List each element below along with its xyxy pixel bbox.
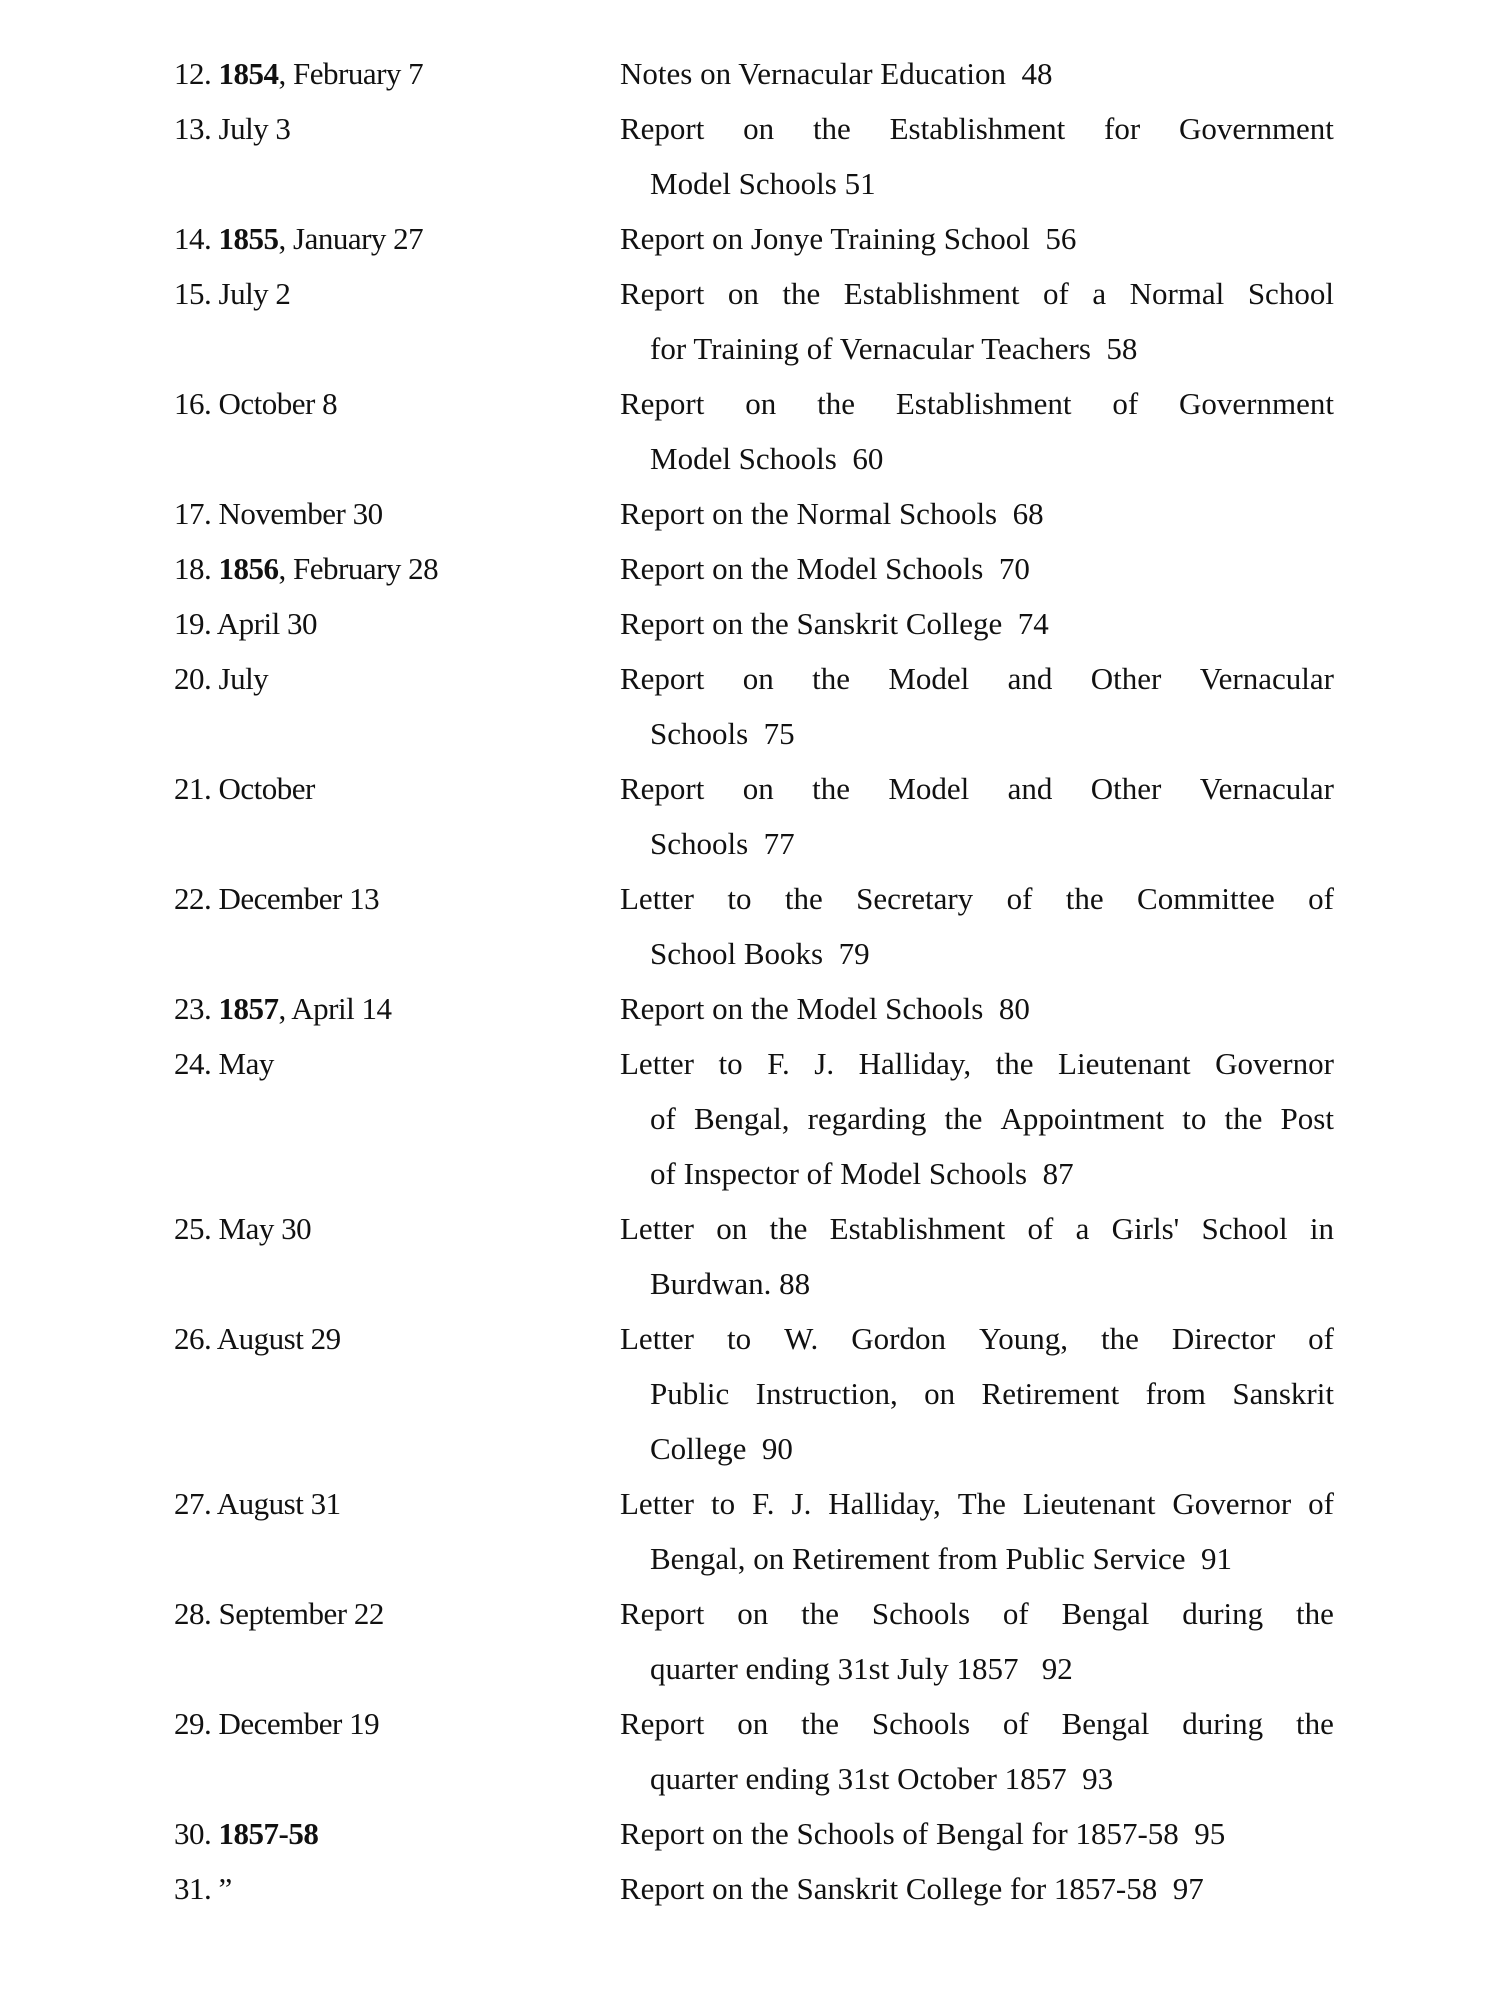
entry-title — [620, 101, 1334, 211]
entry-title-line: Burdwan. 88 — [650, 1266, 811, 1301]
entry-title-line: Bengal, on Retirement from Public Service 91 — [650, 1541, 1232, 1576]
entry-title-line: Letter to the Secretary of the Committee of — [620, 881, 1334, 916]
list-item — [174, 981, 1334, 1036]
entry-date — [174, 1036, 620, 1201]
list-item — [174, 211, 1334, 266]
list-item — [174, 871, 1334, 981]
entry-title — [620, 1311, 1334, 1476]
entry-date — [174, 1201, 620, 1311]
entry-date — [174, 981, 620, 1036]
entry-title-line: of Bengal, regarding the Appointment to the Post — [650, 1101, 1334, 1136]
list-item — [174, 1036, 1334, 1201]
entry-title-line: Report on the Establishment of Government — [620, 386, 1334, 421]
entry-year: 1854 — [218, 56, 279, 91]
list-item — [174, 1861, 1334, 1916]
entry-number: 16. — [174, 386, 219, 421]
list-item — [174, 266, 1334, 376]
entry-date — [174, 1476, 620, 1586]
entry-day: ” — [218, 1871, 232, 1906]
entry-title-line: Report on the Schools of Bengal for 1857-58 95 — [620, 1816, 1226, 1851]
entry-year: 1857 — [218, 991, 279, 1026]
contents-list — [174, 46, 1334, 1916]
entry-title — [620, 1696, 1334, 1806]
entry-day: , January 27 — [278, 221, 424, 256]
entry-title-line: Model Schools 60 — [650, 441, 884, 476]
entry-number: 19. — [174, 606, 217, 641]
entry-title — [620, 761, 1334, 871]
list-item — [174, 1476, 1334, 1586]
entry-title-line: Report on the Schools of Bengal during the — [620, 1596, 1334, 1631]
entry-date — [174, 1311, 620, 1476]
entry-number: 21. — [174, 771, 219, 806]
entry-title-line: Report on the Model Schools 80 — [620, 991, 1030, 1026]
entry-date — [174, 101, 620, 211]
entry-title-line: Schools 77 — [650, 826, 795, 861]
entry-title — [620, 266, 1334, 376]
entry-title-line: School Books 79 — [650, 936, 870, 971]
entry-day: May — [218, 1046, 274, 1081]
entry-date — [174, 486, 620, 541]
entry-number: 12. — [174, 56, 219, 91]
entry-day: July — [218, 661, 269, 696]
entry-title-line: Letter to F. J. Halliday, The Lieutenant Governor of — [620, 1486, 1334, 1521]
entry-day: , February 7 — [278, 56, 424, 91]
entry-number: 13. — [174, 111, 219, 146]
entry-day: November 30 — [218, 496, 383, 531]
list-item — [174, 1311, 1334, 1476]
entry-title-line: Report on the Model and Other Vernacular — [620, 661, 1334, 696]
list-item — [174, 46, 1334, 101]
entry-title-line: quarter ending 31st October 1857 93 — [650, 1761, 1114, 1796]
list-item — [174, 761, 1334, 871]
entry-title-line: College 90 — [650, 1431, 793, 1466]
entry-day: October — [218, 771, 315, 806]
entry-title-line: Model Schools 51 — [650, 166, 876, 201]
entry-number: 29. — [174, 1706, 219, 1741]
list-item — [174, 1586, 1334, 1696]
list-item — [174, 596, 1334, 651]
entry-date — [174, 1696, 620, 1806]
entry-title-line: Schools 75 — [650, 716, 795, 751]
entry-year: 1857-58 — [218, 1816, 319, 1851]
entry-date — [174, 266, 620, 376]
list-item — [174, 376, 1334, 486]
entry-title — [620, 871, 1334, 981]
entry-title-line: Letter to F. J. Halliday, the Lieutenant Governor — [620, 1046, 1334, 1081]
entry-title-line: for Training of Vernacular Teachers 58 — [650, 331, 1138, 366]
entry-number: 28. — [174, 1596, 219, 1631]
entry-date — [174, 541, 620, 596]
entry-title — [620, 1036, 1334, 1201]
list-item — [174, 1696, 1334, 1806]
entry-number: 31. — [174, 1871, 219, 1906]
entry-day: August 31 — [216, 1486, 341, 1521]
entry-number: 27. — [174, 1486, 217, 1521]
entry-title-line: Report on the Establishment for Government — [620, 111, 1334, 146]
entry-date — [174, 46, 620, 101]
entry-date — [174, 1861, 620, 1916]
entry-title-line: Report on the Schools of Bengal during the — [620, 1706, 1334, 1741]
entry-title — [620, 596, 1334, 651]
entry-day: September 22 — [218, 1596, 384, 1631]
entry-date — [174, 871, 620, 981]
entry-date — [174, 1806, 620, 1861]
entry-number: 14. — [174, 221, 219, 256]
list-item — [174, 1806, 1334, 1861]
entry-title-line: of Inspector of Model Schools 87 — [650, 1156, 1074, 1191]
entry-title — [620, 1201, 1334, 1311]
entry-number: 22. — [174, 881, 219, 916]
entry-title-line: Report on the Normal Schools 68 — [620, 496, 1044, 531]
entry-title-line: Letter on the Establishment of a Girls' School in — [620, 1211, 1334, 1246]
list-item — [174, 541, 1334, 596]
entry-day: October 8 — [218, 386, 338, 421]
entry-date — [174, 596, 620, 651]
entry-number: 23. — [174, 991, 219, 1026]
entry-day: December 13 — [218, 881, 380, 916]
entry-day: , April 14 — [278, 991, 392, 1026]
entry-title — [620, 211, 1334, 266]
entry-day: August 29 — [216, 1321, 341, 1356]
entry-number: 25. — [174, 1211, 219, 1246]
list-item — [174, 486, 1334, 541]
entry-number: 24. — [174, 1046, 219, 1081]
entry-title-line: Notes on Vernacular Education 48 — [620, 56, 1053, 91]
entry-day: July 3 — [218, 111, 291, 146]
entry-title-line: Report on the Sanskrit College 74 — [620, 606, 1049, 641]
list-item — [174, 101, 1334, 211]
entry-day: , February 28 — [278, 551, 439, 586]
entry-day: July 2 — [218, 276, 291, 311]
entry-title-line: Report on the Model and Other Vernacular — [620, 771, 1334, 806]
entry-title — [620, 486, 1334, 541]
entry-title-line: Report on the Model Schools 70 — [620, 551, 1030, 586]
entry-title — [620, 981, 1334, 1036]
entry-date — [174, 761, 620, 871]
entry-title-line: Report on the Sanskrit College for 1857-58 97 — [620, 1871, 1204, 1906]
entry-title — [620, 1861, 1334, 1916]
entry-title — [620, 46, 1334, 101]
entry-number: 17. — [174, 496, 219, 531]
entry-title — [620, 651, 1334, 761]
entry-day: April 30 — [216, 606, 317, 641]
entry-date — [174, 376, 620, 486]
list-item — [174, 651, 1334, 761]
entry-date — [174, 211, 620, 266]
entry-date — [174, 1586, 620, 1696]
entry-number: 15. — [174, 276, 219, 311]
entry-title — [620, 541, 1334, 596]
entry-title — [620, 1806, 1334, 1861]
entry-title-line: Letter to W. Gordon Young, the Director of — [620, 1321, 1334, 1356]
entry-number: 26. — [174, 1321, 217, 1356]
entry-number: 18. — [174, 551, 219, 586]
entry-day: May 30 — [218, 1211, 312, 1246]
entry-year: 1855 — [218, 221, 279, 256]
entry-title — [620, 1476, 1334, 1586]
entry-year: 1856 — [218, 551, 279, 586]
entry-title-line: Report on the Establishment of a Normal School — [620, 276, 1334, 311]
entry-day: December 19 — [218, 1706, 380, 1741]
entry-title-line: Public Instruction, on Retirement from Sanskrit — [650, 1376, 1334, 1411]
entry-number: 30. — [174, 1816, 219, 1851]
entry-date — [174, 651, 620, 761]
list-item — [174, 1201, 1334, 1311]
entry-title — [620, 1586, 1334, 1696]
entry-title-line: quarter ending 31st July 1857 92 — [650, 1651, 1073, 1686]
entry-title — [620, 376, 1334, 486]
entry-number: 20. — [174, 661, 219, 696]
entry-title-line: Report on Jonye Training School 56 — [620, 221, 1077, 256]
